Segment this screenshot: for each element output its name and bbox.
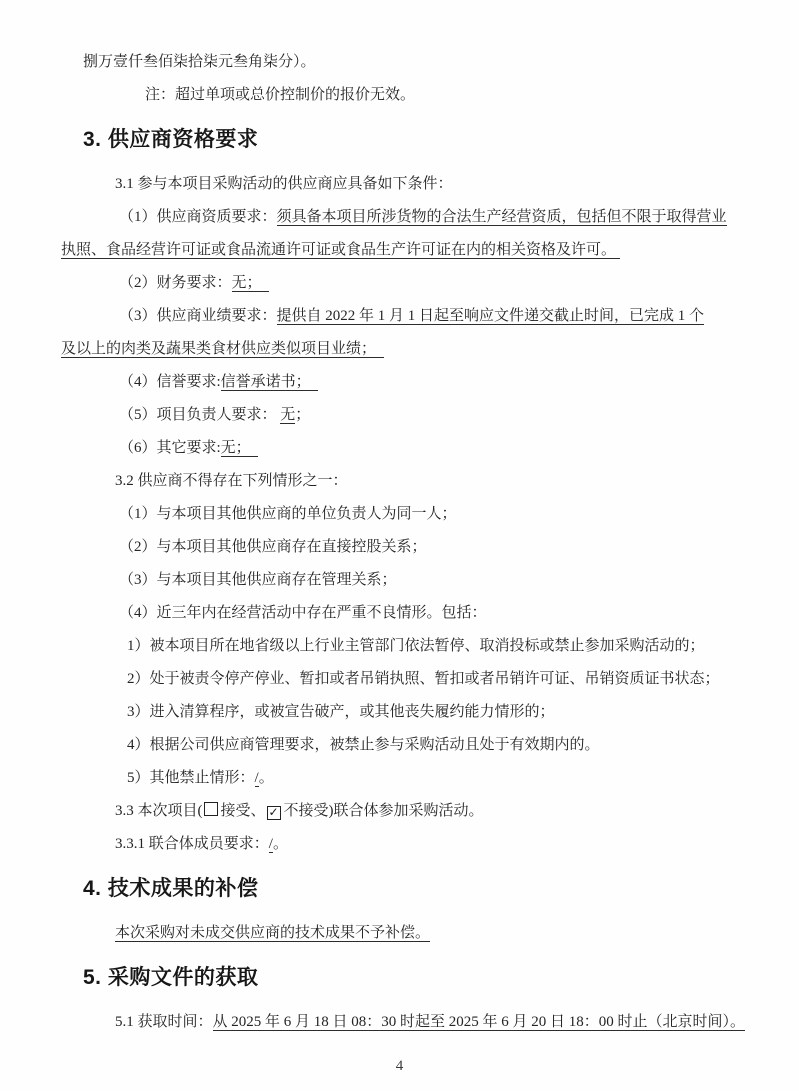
underlined-text-segment: 无； [220,440,259,456]
text-line [61,917,775,950]
underlined-text-segment: 本次采购对未成交供应商的技术成果不予补偿。 [115,925,431,941]
text-line [61,498,775,531]
text-line [61,168,775,201]
text-line [61,399,775,432]
text-segment: （1）与本项目其他供应商的单位负责人为同一人； [119,506,457,522]
text-line [61,432,775,465]
underlined-text-segment: 执照、食品经营许可证或食品流通许可证或食品生产许可证在内的相关资格及许可。 [61,242,620,258]
underlined-text-segment: 无 [280,407,296,423]
text-line [61,300,775,333]
text-line [61,795,775,828]
text-line [61,729,775,762]
underlined-text-segment: 须具备本项目所涉货物的合法生产经营资质，包括但不限于取得营业 [276,209,727,225]
page-number: 4 [395,1058,404,1074]
text-segment: 4. 技术成果的补偿 [83,877,259,900]
text-segment: （5）项目负责人要求： [119,407,281,423]
text-line [61,267,775,300]
text-segment: 4）根据公司供应商管理要求，被禁止参与采购活动且处于有效期内的。 [127,737,600,753]
text-segment: （3）供应商业绩要求： [119,308,277,324]
text-segment: 3.1 参与本项目采购活动的供应商应具备如下条件： [115,176,453,192]
text-segment: （3）与本项目其他供应商存在管理关系； [119,572,397,588]
text-segment: （1）供应商资质要求： [119,209,277,225]
text-segment: 3.3 本次项目( [115,803,203,819]
text-segment: 不接受)联合体参加采购活动。 [283,803,484,819]
section-heading [61,861,775,917]
text-segment: （2）财务要求： [119,275,232,291]
text-segment: 2）处于被责令停产停业、暂扣或者吊销执照、暂扣或者吊销许可证、吊销资质证书状态； [127,671,720,687]
text-line [61,333,775,366]
text-segment: 5.1 获取时间： [115,1014,213,1030]
section-heading [61,950,775,1006]
text-segment: （4）近三年内在经营活动中存在严重不良情形。包括： [119,605,487,621]
checkbox-checked-icon: ✓ [268,805,279,819]
text-line [61,597,775,630]
text-segment: 。 [272,836,288,852]
text-line [61,46,775,79]
document-body [61,46,775,1039]
text-segment: （6）其它要求: [119,440,221,456]
text-line [61,79,775,112]
underlined-text-segment: 从 2025 年 6 月 18 日 08：30 时起至 2025 年 6 月 20 日 18：00 时止（北京时间）。 [212,1014,746,1030]
text-segment: 3）进入清算程序，或被宣告破产，或其他丧失履约能力情形的； [127,704,555,720]
text-segment: 5. 采购文件的获取 [83,966,259,989]
text-segment: 注：超过单项或总价控制价的报价无效。 [145,87,416,103]
text-segment: 3.3.1 联合体成员要求： [115,836,269,852]
text-line [61,234,775,267]
underlined-text-segment: 提供自 2022 年 1 月 1 日起至响应文件递交截止时间，已完成 1 个 [276,308,705,324]
text-line [61,663,775,696]
underlined-text-segment: 及以上的肉类及蔬果类食材供应类似项目业绩； [61,341,384,357]
text-line [61,201,775,234]
text-line [61,762,775,795]
text-segment: 3. 供应商资格要求 [83,128,259,151]
text-line [61,828,775,861]
text-line [61,1006,775,1039]
text-segment: ； [295,407,311,423]
underlined-text-segment: / [268,836,273,852]
text-segment: 接受、 [220,803,266,819]
text-segment: 。 [258,770,274,786]
underlined-text-segment: / [254,770,259,786]
text-line [61,531,775,564]
text-line [61,564,775,597]
underlined-text-segment: 信誉承诺书； [220,374,319,390]
underlined-text-segment: 无； [231,275,270,291]
section-heading [61,112,775,168]
checkbox-unchecked-icon [204,802,218,816]
text-segment: 3.2 供应商不得存在下列情形之一： [115,473,348,489]
text-segment: 5）其他禁止情形： [127,770,255,786]
text-segment: 捌万壹仟叁佰柒拾柒元叁角柒分）。 [83,54,316,70]
text-line [61,696,775,729]
text-segment: 1）被本项目所在地省级以上行业主管部门依法暂停、取消投标或禁止参加采购活动的； [127,638,705,654]
text-segment: （4）信誉要求: [119,374,221,390]
text-line [61,465,775,498]
text-line [61,630,775,663]
text-segment: （2）与本项目其他供应商存在直接控股关系； [119,539,427,555]
text-line [61,366,775,399]
